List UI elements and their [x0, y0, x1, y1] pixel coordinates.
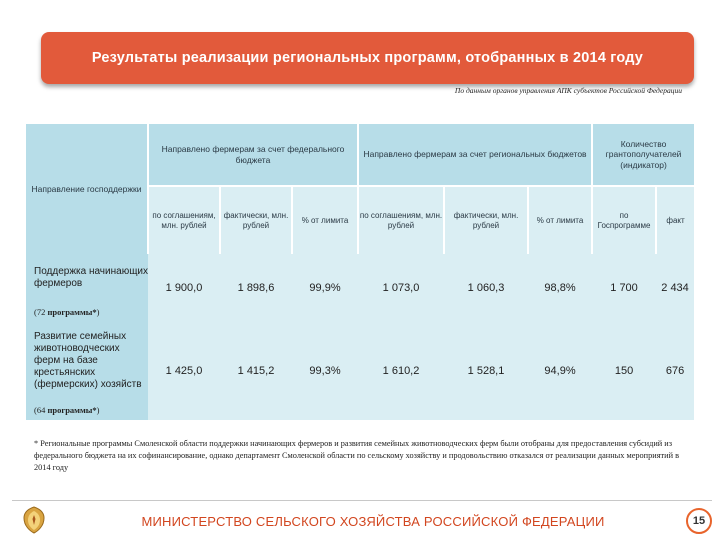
footer-divider: [12, 500, 712, 501]
coat-of-arms-icon: [22, 506, 46, 534]
note-bold: программы*: [47, 307, 97, 317]
cell-federal-agreement: 1 425,0: [148, 322, 220, 420]
federal-group-header: Направлено фермерам за счет федерального бюджета: [148, 124, 358, 186]
source-note: По данным органов управления АПК субъектов Российской Федерации: [454, 86, 682, 95]
cell-count-program: 1 700: [592, 254, 656, 322]
program-count-note: [26, 302, 148, 322]
cell-regional-actual: 1 528,1: [444, 322, 528, 420]
col-federal-actual: фактически, млн. рублей: [220, 186, 292, 254]
note-prefix: (72: [34, 307, 48, 317]
note-suffix: ): [96, 405, 100, 415]
cell-regional-agreement: 1 073,0: [358, 254, 444, 322]
slide-title: Результаты реализации региональных программ, отобранных в 2014 году: [41, 32, 694, 84]
cell-count-program: 150: [592, 322, 656, 420]
note-prefix: (64: [34, 405, 48, 415]
cell-regional-actual: 1 060,3: [444, 254, 528, 322]
direction-header: [26, 124, 148, 254]
cell-regional-percent: 98,8%: [528, 254, 592, 322]
col-federal-percent: % от лимита: [292, 186, 358, 254]
cell-federal-percent: 99,9%: [292, 254, 358, 322]
note-bold: программы*: [47, 405, 97, 415]
cell-count-fact: 676: [656, 322, 694, 420]
note-suffix: ): [96, 307, 100, 317]
cell-count-fact: 2 434: [656, 254, 694, 322]
program-count-note: [26, 400, 148, 420]
cell-federal-percent: 99,3%: [292, 322, 358, 420]
table-row: [26, 322, 694, 400]
cell-federal-actual: 1 415,2: [220, 322, 292, 420]
col-federal-agreement: по соглашениям, млн. рублей: [148, 186, 220, 254]
col-count-fact: факт: [656, 186, 694, 254]
cell-regional-percent: 94,9%: [528, 322, 592, 420]
regional-group-header: Направлено фермерам за счет региональных бюджетов: [358, 124, 592, 186]
footnote: * Региональные программы Смоленской области поддержки начинающих фермеров и развития семейных животноводческих ферм были отобраны для предоставления субсидий из федерального бюджета на их софинансирование, однако департамент Смоленской области по сельскому хозяйству и продовольствию отказался от реализации данных мероприятий в 2014 году: [34, 439, 680, 473]
cell-federal-agreement: 1 900,0: [148, 254, 220, 322]
row-label: Поддержка начинающих фермеров: [26, 254, 148, 302]
ministry-name: МИНИСТЕРСТВО СЕЛЬСКОГО ХОЗЯЙСТВА РОССИЙСКОЙ ФЕДЕРАЦИИ: [141, 514, 605, 529]
col-regional-actual: фактически, млн. рублей: [444, 186, 528, 254]
table-row: [26, 254, 694, 302]
direction-header-label: Направление господдержки: [31, 183, 142, 194]
page-number: 15: [686, 508, 712, 534]
cell-regional-agreement: 1 610,2: [358, 322, 444, 420]
cell-federal-actual: 1 898,6: [220, 254, 292, 322]
count-group-header: Количество грантополучателей (индикатор): [592, 124, 694, 186]
row-label: Развитие семейных животноводческих ферм на базе крестьянских (фермерских) хозяйств: [26, 322, 148, 400]
results-table: [26, 124, 694, 420]
col-regional-agreement: по соглашениям, млн. рублей: [358, 186, 444, 254]
col-count-program: по Госпрограмме: [592, 186, 656, 254]
col-regional-percent: % от лимита: [528, 186, 592, 254]
